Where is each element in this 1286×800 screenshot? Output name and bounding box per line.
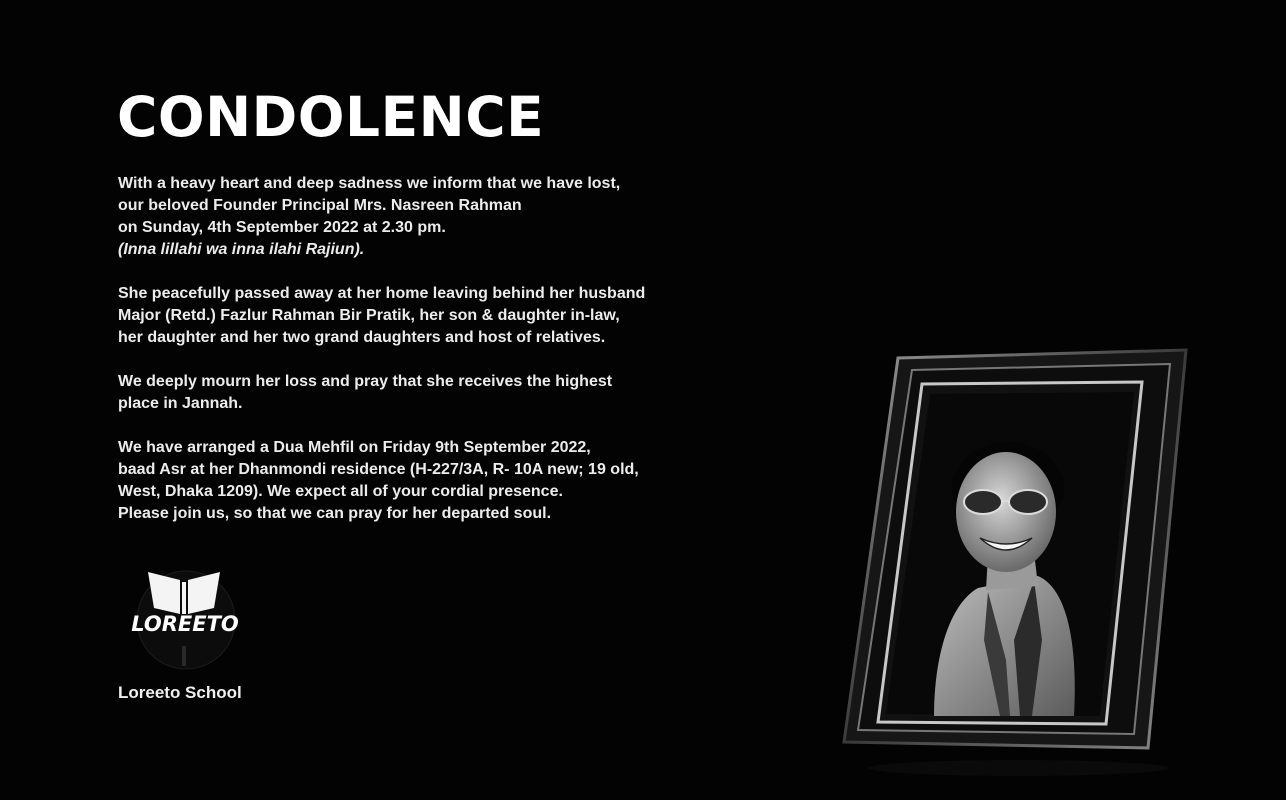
open-book-icon — [128, 568, 242, 672]
dua-mehfil-paragraph — [118, 437, 718, 525]
school-name: Loreeto School — [118, 683, 242, 702]
announcement-line-3: on Sunday, 4th September 2022 at 2.30 pm. — [118, 219, 446, 236]
logo-text: LOREETO — [131, 612, 239, 636]
announcement-paragraph — [118, 173, 718, 261]
prayer-line: (Inna lillahi wa inna ilahi Rajiun). — [118, 241, 365, 258]
family-line-3: her daughter and her two grand daughters and host of relatives. — [118, 329, 606, 346]
family-line-2: Major (Retd.) Fazlur Rahman Bir Pratik, her son & daughter in-law, — [118, 307, 620, 324]
mourning-line-1: We deeply mourn her loss and pray that she receives the highest — [118, 373, 613, 390]
family-line-1: She peacefully passed away at her home leaving behind her husband — [118, 285, 646, 302]
announcement-line-1: With a heavy heart and deep sadness we inform that we have lost, — [118, 175, 621, 192]
mourning-line-2: place in Jannah. — [118, 395, 243, 412]
page-title: CONDOLENCE — [117, 85, 545, 149]
dua-line-4: Please join us, so that we can pray for her departed soul. — [118, 505, 552, 522]
condolence-message — [118, 173, 718, 547]
dua-line-3: West, Dhaka 1209). We expect all of your cordial presence. — [118, 483, 563, 500]
dua-line-1: We have arranged a Dua Mehfil on Friday 9th September 2022, — [118, 439, 591, 456]
announcement-line-2: our beloved Founder Principal Mrs. Nasreen Rahman — [118, 197, 522, 214]
dua-line-2: baad Asr at her Dhanmondi residence (H-227/3A, R- 10A new; 19 old, — [118, 461, 639, 478]
photo-frame-icon — [838, 340, 1198, 780]
mourning-paragraph — [118, 371, 718, 415]
framed-portrait-photo — [838, 340, 1198, 780]
school-logo — [128, 568, 242, 672]
family-paragraph — [118, 283, 718, 349]
